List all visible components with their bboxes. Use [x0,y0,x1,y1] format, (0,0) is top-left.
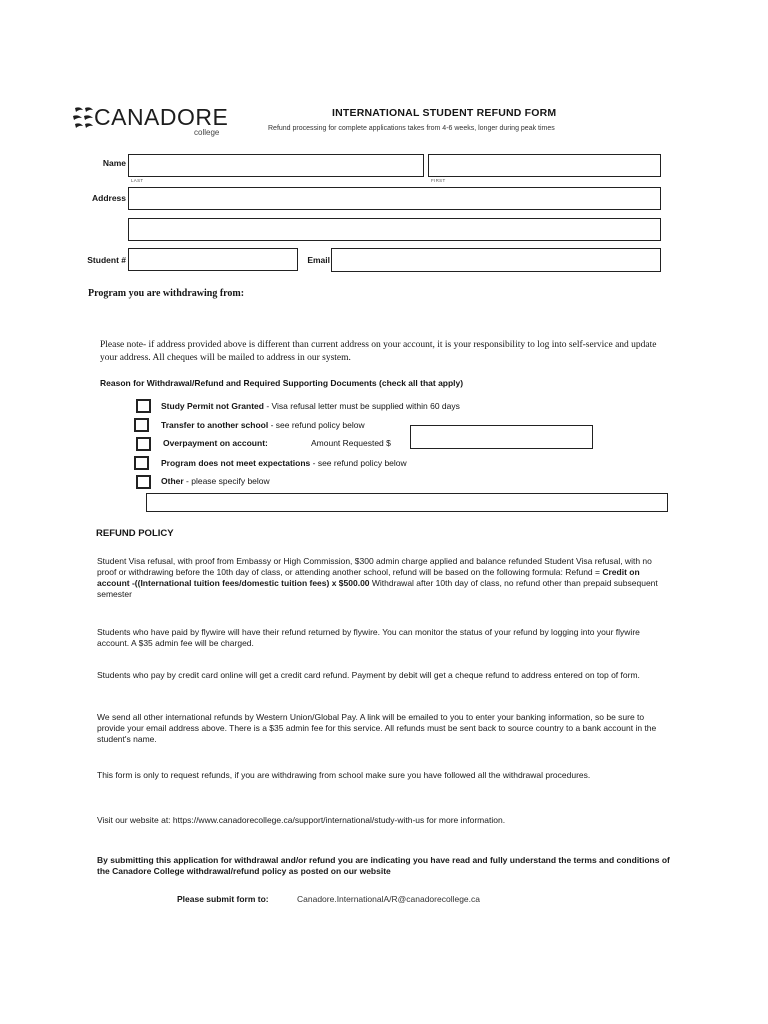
name-label: Name [102,158,126,168]
checkbox-overpayment[interactable] [136,437,151,451]
logo-subtext: college [194,128,220,137]
email-input[interactable] [331,248,661,272]
option-transfer: Transfer to another school - see refund policy below [161,420,365,430]
refund-policy-header: REFUND POLICY [96,528,174,539]
option-study-permit: Study Permit not Granted - Visa refusal letter must be supplied within 60 days [161,401,460,411]
email-label: Email [307,255,330,265]
policy-terms-acknowledgement: By submitting this application for withdrawal and/or refund you are indicating you have read and fully understand the terms and conditions of the Canadore College withdrawal/refund policy as posted on our website [97,855,670,876]
logo-mark-icon [72,106,94,132]
last-name-caption: LAST [131,178,144,183]
last-name-input[interactable] [128,154,424,177]
policy-visa-refusal: Student Visa refusal, with proof from Embassy or High Commission, $300 admin charge applied and balance refunded Student Visa refusal, with no proof or withdrawing before the 10th day of class, or attending another school, refund will be based on the following formula: Refund = Credit on account -((International tuition fees/domestic tuition fees) x $500.00 Withdrawal after 10th day of class, no refund other than prepaid subsequent semester [97,556,658,599]
checkbox-transfer[interactable] [134,418,149,432]
first-name-caption: FIRST [431,178,446,183]
form-title: INTERNATIONAL STUDENT REFUND FORM [332,107,557,119]
amount-requested-input[interactable] [410,425,593,449]
option-other: Other - please specify below [161,476,270,486]
program-label: Program you are withdrawing from: [88,288,245,299]
address-line-1-input[interactable] [128,187,661,210]
student-number-input[interactable] [128,248,298,271]
website-link[interactable]: https://www.canadorecollege.ca/support/international/study-with-us [172,815,425,825]
address-label: Address [91,193,126,203]
submit-email-link[interactable]: Canadore.InternationalA/R@canadorecollege.ca [297,894,480,904]
logo-wordmark: CANADORE [94,104,229,130]
student-number-label: Student # [87,255,126,265]
policy-website: Visit our website at: https://www.canadorecollege.ca/support/international/study-with-us for more information. [97,815,506,825]
option-overpayment: Overpayment on account: [163,438,268,448]
policy-flywire: Students who have paid by flywire will have their refund returned by flywire. You can monitor the status of your refund by logging into your flywire account. A $35 admin fee will be charged. [97,627,640,648]
reason-header: Reason for Withdrawal/Refund and Required Supporting Documents (check all that apply) [100,378,464,388]
address-note: Please note- if address provided above is different than current address on your account, it is your responsibility to log into self-service and update your address. All cheques will be mailed to address in our system. [100,340,657,363]
address-line-2-input[interactable] [128,218,661,241]
policy-western-union: We send all other international refunds by Western Union/Global Pay. A link will be emailed to you to enter your banking information, so be sure to provide your email address above. There is a $35 admin fee for this service. All refunds must be sent back to source country to a bank account in the student's name. [97,712,657,744]
amount-requested-label: Amount Requested $ [311,438,391,448]
checkbox-other[interactable] [136,475,151,489]
checkbox-study-permit[interactable] [136,399,151,413]
policy-credit-card: Students who pay by credit card online will get a credit card refund. Payment by debit will get a cheque refund to address entered on top of form. [97,670,640,680]
checkbox-program-expectations[interactable] [134,456,149,470]
first-name-input[interactable] [428,154,661,177]
other-specify-input[interactable] [146,493,668,512]
form-subtitle: Refund processing for complete applications takes from 4-6 weeks, longer during peak times [268,125,555,132]
option-program-expectations: Program does not meet expectations - see refund policy below [161,458,407,468]
policy-withdrawal-procedures: This form is only to request refunds, if you are withdrawing from school make sure you have followed all the withdrawal procedures. [97,770,591,780]
submit-label: Please submit form to: [177,894,269,904]
